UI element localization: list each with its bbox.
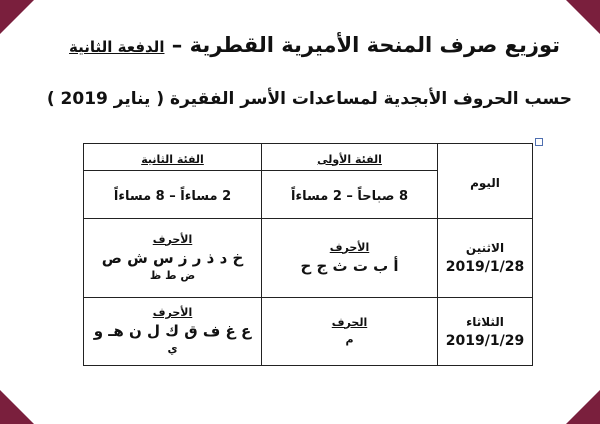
day-cell (438, 219, 533, 298)
page-title-main: توزيع صرف المنحة الأميرية القطرية – (171, 33, 560, 57)
category-1-letters-cell (262, 219, 438, 298)
category-2-time: 2 مساءاً – 8 مساءاً (113, 189, 232, 204)
category-1-time-cell (262, 171, 438, 219)
day-name: الثلاثاء (466, 314, 504, 329)
distribution-schedule-table (83, 143, 533, 366)
letters-heading: الحرف (331, 315, 368, 329)
category-2-letters-cell (84, 298, 262, 366)
table-row (84, 219, 533, 298)
letters-list: أ ب ت ث ج ح (300, 256, 399, 275)
page-subtitle: حسب الحروف الأبجدية لمساعدات الأسر الفقيرة ( يناير 2019 ) (46, 89, 572, 109)
day-cell (438, 298, 533, 366)
day-date: 2019/1/28 (445, 259, 525, 275)
table-header-row (84, 144, 533, 171)
category-1-header-cell (262, 144, 438, 171)
day-name: الاثنين (465, 241, 505, 255)
letters-list: م (345, 332, 354, 346)
corner-decoration-bottom-left (0, 390, 34, 424)
page-title-batch: الدفعة الثانية (69, 38, 165, 56)
table-move-handle[interactable] (535, 138, 543, 146)
letters-list: ع غ ف ق ك ل ن هـ و (93, 322, 252, 340)
category-2-time-cell (84, 171, 262, 219)
page-title (69, 30, 560, 62)
letters-list-continued: ي (167, 342, 178, 355)
category-2-label: الفئة الثانية (141, 152, 204, 166)
day-header-cell (438, 144, 533, 219)
corner-decoration-top-left (0, 0, 34, 34)
category-1-time: 8 صباحاً – 2 مساءاً (291, 189, 408, 204)
category-2-header-cell (84, 144, 262, 171)
letters-heading: الأحرف (152, 232, 193, 246)
letters-heading: الأحرف (329, 240, 370, 254)
letters-heading: الأحرف (152, 306, 193, 319)
category-2-letters-cell (84, 219, 262, 298)
category-1-label: الفئة الأولى (317, 152, 382, 166)
letters-list-continued: ض ط ظ (149, 268, 196, 282)
letters-list: خ د ذ ر ز س ش ص (101, 248, 244, 267)
table-row (84, 298, 533, 366)
day-header-label: اليوم (470, 175, 500, 190)
corner-decoration-top-right (566, 0, 600, 34)
day-date: 2019/1/29 (445, 332, 525, 349)
category-1-letters-cell (262, 298, 438, 366)
corner-decoration-bottom-right (566, 390, 600, 424)
